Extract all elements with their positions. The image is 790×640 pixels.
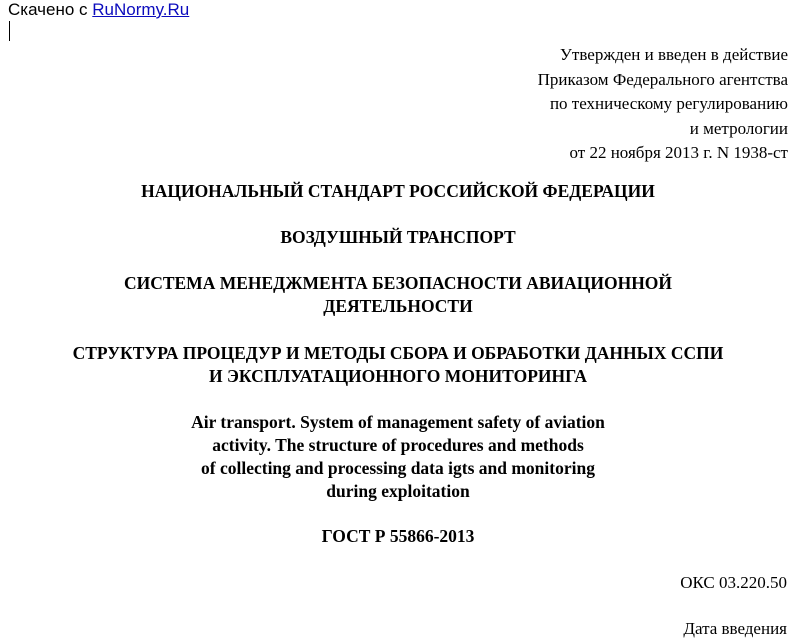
approval-line: Утвержден и введен в действие: [559, 45, 788, 64]
english-title-line: of collecting and processing data igts and monitoring: [201, 458, 595, 478]
structure-title: [0, 342, 790, 388]
system-title-line: СИСТЕМА МЕНЕДЖМЕНТА БЕЗОПАСНОСТИ АВИАЦИОННОЙ: [123, 273, 673, 293]
english-title-line: Air transport. System of management safety of aviation: [191, 412, 605, 432]
text-cursor: [9, 21, 10, 41]
english-title-line: during exploitation: [326, 481, 470, 501]
gost-number-text: ГОСТ Р 55866-2013: [321, 526, 475, 546]
approval-line: и метрологии: [689, 118, 788, 138]
gost-number: [0, 525, 790, 548]
structure-title-line: И ЭКСПЛУАТАЦИОННОГО МОНИТОРИНГА: [209, 366, 587, 386]
source-link[interactable]: RuNormy.Ru: [92, 0, 190, 19]
structure-title-line: СТРУКТУРА ПРОЦЕДУР И МЕТОДЫ СБОРА И ОБРАБОТКИ ДАННЫХ ССПИ: [72, 343, 724, 363]
approval-block: [428, 43, 788, 166]
system-title-line: ДЕЯТЕЛЬНОСТИ: [323, 296, 473, 316]
okc-code: ОКС 03.220.50: [680, 573, 787, 592]
approval-line: по техническому регулированию: [549, 94, 788, 113]
national-standard-heading: [0, 180, 790, 203]
english-title-line: activity. The structure of procedures and methods: [212, 435, 584, 455]
air-transport-heading: [0, 226, 790, 249]
intro-date-label: Дата введения: [683, 619, 787, 638]
system-title: [0, 272, 790, 318]
air-transport-text: ВОЗДУШНЫЙ ТРАНСПОРТ: [280, 227, 516, 247]
english-title: [0, 411, 790, 503]
source-prefix: Скачено с: [8, 0, 93, 19]
approval-line: Приказом Федерального агентства: [537, 69, 788, 89]
national-standard-text: НАЦИОНАЛЬНЫЙ СТАНДАРТ РОССИЙСКОЙ ФЕДЕРАЦИИ: [141, 181, 655, 201]
approval-line: от 22 ноября 2013 г. N 1938-ст: [569, 143, 788, 162]
source-line: [8, 0, 189, 20]
